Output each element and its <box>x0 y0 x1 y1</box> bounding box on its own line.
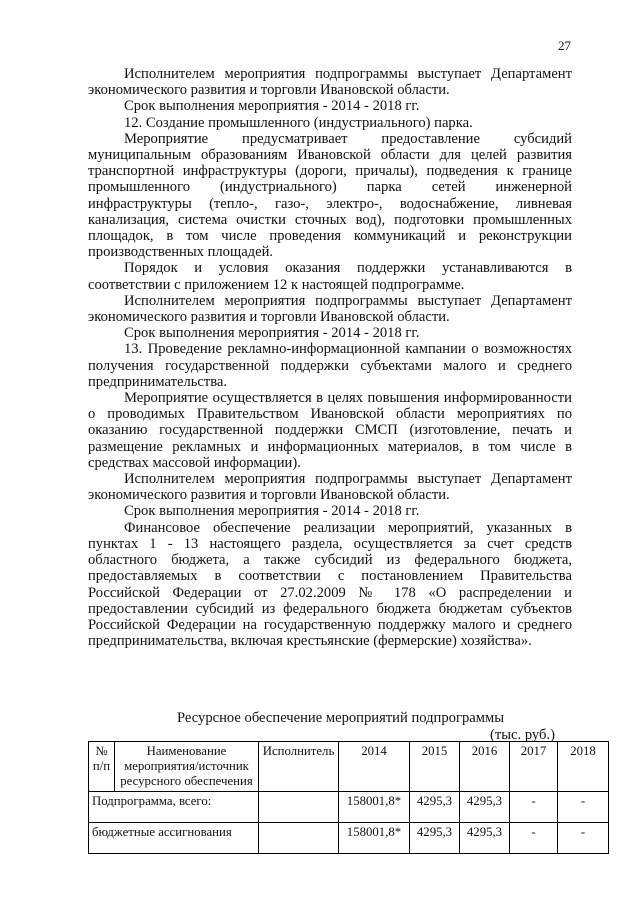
cell-2014: 158001,8* <box>339 792 410 823</box>
paragraph: Срок выполнения мероприятия - 2014 - 2018 гг. <box>124 98 420 115</box>
cell-2017: - <box>510 823 558 854</box>
header-2018: 2018 <box>558 742 609 792</box>
document-body <box>88 66 572 649</box>
paragraph: Мероприятие предусматривает предоставление субсидий муниципальным образованиям Ивановской области для целей развития транспортной инфраструктуры (дороги, причалы), подведения к границе промышленного (индустриального) парка сетей инженерной инфраструктуры (тепло-, газо-, электро-, водоснабжение, ливневая канализация, система очистки сточных вод), подготовки промышленных площадок, в том числе проведения коммуникаций и реконструкции производственных площадей. <box>88 130 572 261</box>
cell-2015: 4295,3 <box>410 823 460 854</box>
row-name: бюджетные ассигнования <box>89 823 259 854</box>
paragraph: Исполнителем мероприятия подпрограммы выступает Департамент экономического развития и торговли Ивановской области. <box>88 292 572 326</box>
table-header-row <box>89 742 609 792</box>
header-2016: 2016 <box>460 742 510 792</box>
cell-2016: 4295,3 <box>460 792 510 823</box>
table-row <box>89 792 609 823</box>
cell-2018: - <box>558 823 609 854</box>
header-num: № п/п <box>89 742 115 792</box>
cell-2017: - <box>510 792 558 823</box>
cell-2018: - <box>558 792 609 823</box>
cell-2014: 158001,8* <box>339 823 410 854</box>
table-caption: Ресурсное обеспечение мероприятий подпрограммы <box>177 710 504 726</box>
cell-2015: 4295,3 <box>410 792 460 823</box>
header-2014: 2014 <box>339 742 410 792</box>
paragraph: 12. Создание промышленного (индустриального) парка. <box>124 114 473 131</box>
row-name: Подпрограмма, всего: <box>89 792 259 823</box>
paragraph: Исполнителем мероприятия подпрограммы выступает Департамент экономического развития и торговли Ивановской области. <box>88 66 572 99</box>
page-number: 27 <box>558 38 571 53</box>
paragraph: Срок выполнения мероприятия - 2014 - 2018 гг. <box>124 503 420 520</box>
header-executor: Исполнитель <box>259 742 339 792</box>
paragraph: Порядок и условия оказания поддержки устанавливаются в соответствии с приложением 12 к настоящей подпрограмме. <box>88 260 572 293</box>
paragraph: Финансовое обеспечение реализации мероприятий, указанных в пунктах 1 - 13 настоящего раздела, осуществляется за счет средств областного бюджета, а также субсидий из федерального бюджета, предоставляемых в соответствии с постановлением Правительства Российской Федерации от 27.02.2009 № 178 «О распределении и предоставлении субсидий из федерального бюджета бюджетам субъектов Российской Федерации на государственную поддержку малого и среднего предпринимательства, включая крестьянские (фермерские) хозяйства». <box>88 519 572 650</box>
table-row <box>89 823 609 854</box>
resource-table <box>88 741 609 854</box>
paragraph: 13. Проведение рекламно-информационной кампании о возможностях получения государственной поддержки субъектами малого и среднего предпринимательства. <box>88 341 572 390</box>
row-executor <box>259 792 339 823</box>
paragraph: Срок выполнения мероприятия - 2014 - 2018 гг. <box>124 325 420 342</box>
table-units: (тыс. руб.) <box>490 727 555 743</box>
header-name: Наименование мероприятия/источник ресурсного обеспечения <box>115 742 259 792</box>
header-2015: 2015 <box>410 742 460 792</box>
cell-2016: 4295,3 <box>460 823 510 854</box>
row-executor <box>259 823 339 854</box>
paragraph: Исполнителем мероприятия подпрограммы выступает Департамент экономического развития и торговли Ивановской области. <box>88 471 572 504</box>
header-2017: 2017 <box>510 742 558 792</box>
paragraph: Мероприятие осуществляется в целях повышения информированности о проводимых Правительством Ивановской области мероприятиях по оказанию государственной поддержки СМСП (изготовление, печать и размещение рекламных и информационных материалов, в том числе в средствах массовой информации). <box>88 390 572 471</box>
